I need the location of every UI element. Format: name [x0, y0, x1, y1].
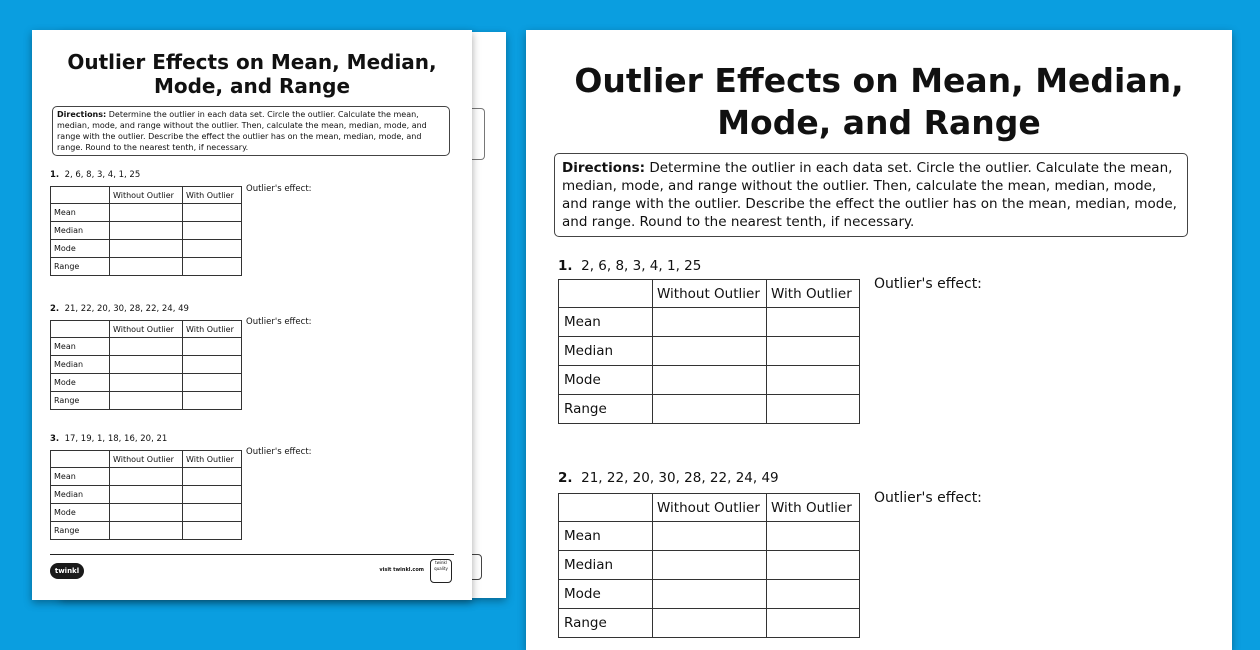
thumbnail-directions-box: [52, 106, 450, 156]
directions-label: Directions:: [57, 110, 107, 119]
question-3-effect-label: Outlier's effect:: [246, 447, 312, 457]
quality-badge-icon: twinkl quality: [430, 559, 452, 583]
question-2-table: Without Outlier With Outlier Mean Median Mode Range: [558, 493, 860, 638]
directions-text: Determine the outlier in each data set. Circle the outlier. Calculate the mean, median, mode, and range without the outlier. Then, calculate the mean, median, mode, and range with the outlier. Describe the effect the outlier has on the mean, median, mode, and range. Round to the nearest tenth, if necessary.: [57, 110, 427, 152]
page-title: Outlier Effects on Mean, Median, Mode, and Range: [574, 61, 1184, 142]
directions-text: Determine the outlier in each data set. Circle the outlier. Calculate the mean, median, mode, and range without the outlier. Then, calculate the mean, median, mode, and range with the outlier. Describe the effect the outlier has on the mean, median, mode, and range. Round to the nearest tenth, if necessary.: [562, 160, 1177, 230]
directions-box: [554, 153, 1188, 237]
question-1-table: Without Outlier With Outlier Mean Median Mode Range: [50, 186, 242, 276]
worksheet-thumbnail: [32, 30, 472, 600]
question-2-table: Without Outlier With Outlier Mean Median Mode Range: [50, 320, 242, 410]
question-3-table: Without Outlier With Outlier Mean Median Mode Range: [50, 450, 242, 540]
question-2-effect-label: Outlier's effect:: [874, 490, 982, 506]
question-1-title: 1. 2, 6, 8, 3, 4, 1, 25: [50, 170, 141, 180]
footer-url: visit twinkl.com: [379, 567, 424, 573]
worksheet-page-large: [526, 30, 1232, 650]
question-1-title: 1. 2, 6, 8, 3, 4, 1, 25: [558, 258, 702, 274]
question-3-title: 3. 17, 19, 1, 18, 16, 20, 21: [50, 434, 168, 444]
question-1-effect-label: Outlier's effect:: [246, 184, 312, 194]
question-2-title: 2. 21, 22, 20, 30, 28, 22, 24, 49: [50, 304, 189, 314]
thumbnail-title: Outlier Effects on Mean, Median, Mode, and Range: [67, 50, 437, 98]
question-1-effect-label: Outlier's effect:: [874, 276, 982, 292]
question-2-effect-label: Outlier's effect:: [246, 317, 312, 327]
question-2-title: 2. 21, 22, 20, 30, 28, 22, 24, 49: [558, 470, 779, 486]
page-footer: [50, 554, 454, 585]
question-1-table: Without Outlier With Outlier Mean Median Mode Range: [558, 279, 860, 424]
directions-label: Directions:: [562, 160, 646, 176]
twinkl-logo: twinkl: [50, 563, 84, 579]
